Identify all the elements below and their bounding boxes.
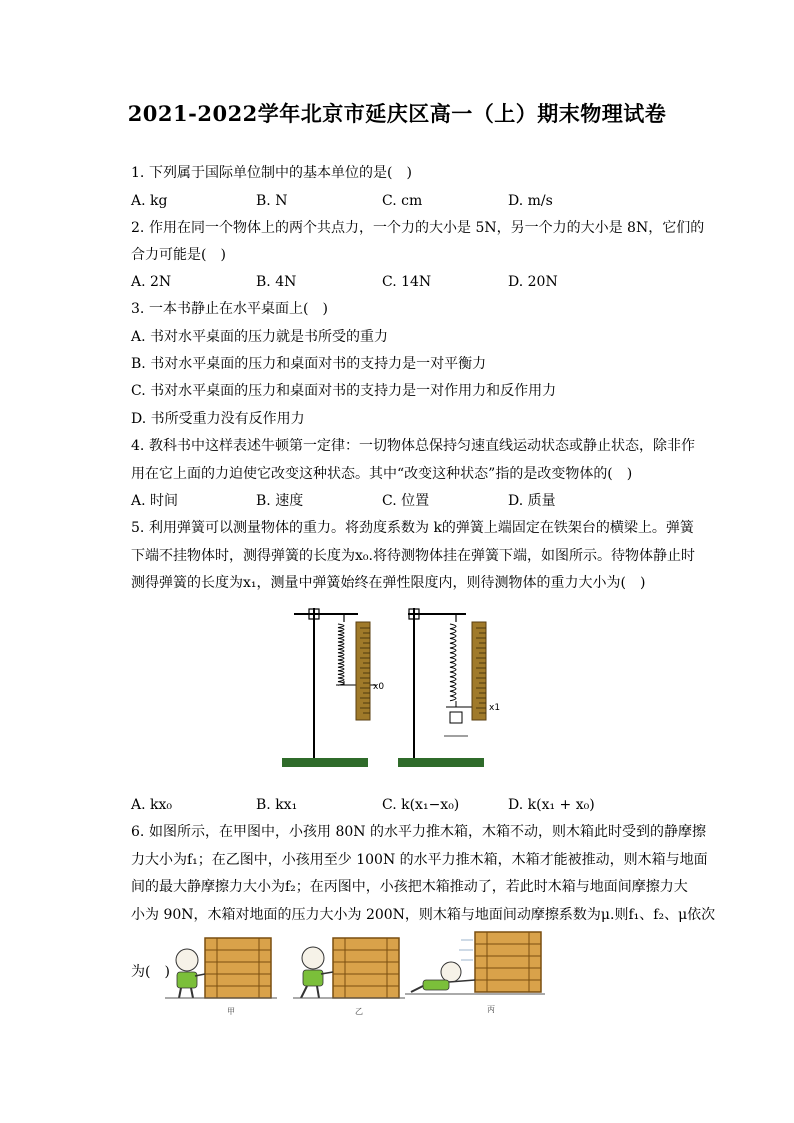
q4-number: 4. bbox=[131, 438, 145, 454]
q1-stem: 下列属于国际单位制中的基本单位的是( ) bbox=[149, 165, 412, 181]
push-box-figure bbox=[165, 930, 545, 1018]
q1-option-a[interactable]: A. kg bbox=[131, 193, 168, 209]
q1-option-c[interactable]: C. cm bbox=[382, 193, 423, 209]
q6-stem-line3: 间的最大静摩擦力大小为f₂；在丙图中，小孩把木箱推动了，若此时木箱与地面间摩擦力大 bbox=[131, 879, 688, 895]
q4-option-a[interactable]: A. 时间 bbox=[131, 493, 179, 509]
q3-option-c[interactable]: C. 书对水平桌面的压力和桌面对书的支持力是一对作用力和反作用力 bbox=[131, 383, 557, 399]
q4-stem-line2: 用在它上面的力迫使它改变这种状态。其中“改变这种状态”指的是改变物体的( ) bbox=[131, 466, 633, 482]
weight-block bbox=[450, 712, 462, 723]
q5-option-b[interactable]: B. kx₁ bbox=[256, 797, 298, 813]
panel-jia bbox=[165, 938, 277, 1016]
q6-stem-line4: 小为 90N，木箱对地面的压力大小为 200N，则木箱与地面间动摩擦系数为μ.则f₁、f₂、μ依次 bbox=[131, 907, 716, 923]
q4-option-c[interactable]: C. 位置 bbox=[382, 493, 430, 509]
q2-option-a[interactable]: A. 2N bbox=[131, 274, 172, 290]
page-title: 2021-2022学年北京市延庆区高一（上）期末物理试卷 bbox=[127, 101, 667, 126]
q5-stem-line2: 下端不挂物体时，测得弹簧的长度为x₀.将待测物体挂在弹簧下端，如图所示。待物体静止时 bbox=[131, 548, 695, 564]
q2-stem-line1: 作用在同一个物体上的两个共点力，一个力的大小是 5N，另一个力的大小是 8N，它们的 bbox=[149, 220, 705, 236]
stand-right bbox=[398, 608, 500, 767]
caption-jia: 甲 bbox=[227, 1007, 235, 1016]
panel-yi bbox=[293, 938, 405, 1016]
q3-stem: 一本书静止在水平桌面上( ) bbox=[149, 301, 328, 317]
q4-option-d[interactable]: D. 质量 bbox=[508, 493, 556, 509]
q1-number: 1. bbox=[131, 165, 145, 181]
caption-bing: 丙 bbox=[487, 1005, 495, 1014]
q4-option-b[interactable]: B. 速度 bbox=[256, 493, 304, 509]
q3-option-a[interactable]: A. 书对水平桌面的压力就是书所受的重力 bbox=[131, 329, 389, 345]
q6-stem-line5: 为( ) bbox=[131, 964, 170, 980]
q3-number: 3. bbox=[131, 301, 145, 317]
q2-option-d[interactable]: D. 20N bbox=[508, 274, 558, 290]
q6-number: 6. bbox=[131, 824, 145, 840]
label-x1: x1 bbox=[489, 703, 500, 713]
q3-option-b[interactable]: B. 书对水平桌面的压力和桌面对书的支持力是一对平衡力 bbox=[131, 356, 487, 372]
q5-option-c[interactable]: C. k(x₁−x₀) bbox=[382, 797, 460, 813]
stand-left bbox=[282, 608, 384, 767]
q6-stem-line1: 如图所示，在甲图中，小孩用 80N 的水平力推木箱，木箱不动，则木箱此时受到的静摩擦 bbox=[149, 824, 706, 840]
q6-stem-line2: 力大小为f₁；在乙图中，小孩用至少 100N 的水平力推木箱，木箱才能被推动，则木箱与地面 bbox=[131, 852, 708, 868]
q4-stem-line1: 教科书中这样表述牛顿第一定律：一切物体总保持匀速直线运动状态或静止状态，除非作 bbox=[149, 438, 695, 454]
q5-option-d[interactable]: D. k(x₁ + x₀) bbox=[508, 797, 595, 813]
q3-option-d[interactable]: D. 书所受重力没有反作用力 bbox=[131, 411, 305, 427]
label-x0: x0 bbox=[373, 682, 385, 692]
q2-stem-line2: 合力可能是( ) bbox=[131, 247, 226, 263]
q5-number: 5. bbox=[131, 520, 145, 536]
q5-stem-line3: 测得弹簧的长度为x₁，测量中弹簧始终在弹性限度内，则待测物体的重力大小为( ) bbox=[131, 575, 646, 591]
caption-yi: 乙 bbox=[355, 1007, 363, 1016]
q5-stem-line1: 利用弹簧可以测量物体的重力。将劲度系数为 k的弹簧上端固定在铁架台的横梁上。弹簧 bbox=[149, 520, 694, 536]
q1-option-b[interactable]: B. N bbox=[256, 193, 288, 209]
q1-option-d[interactable]: D. m/s bbox=[508, 193, 553, 209]
q2-number: 2. bbox=[131, 220, 145, 236]
q5-option-a[interactable]: A. kx₀ bbox=[131, 797, 173, 813]
spring-scale-figure bbox=[280, 600, 500, 772]
panel-bing bbox=[405, 932, 545, 1014]
q2-option-b[interactable]: B. 4N bbox=[256, 274, 297, 290]
q2-option-c[interactable]: C. 14N bbox=[382, 274, 432, 290]
